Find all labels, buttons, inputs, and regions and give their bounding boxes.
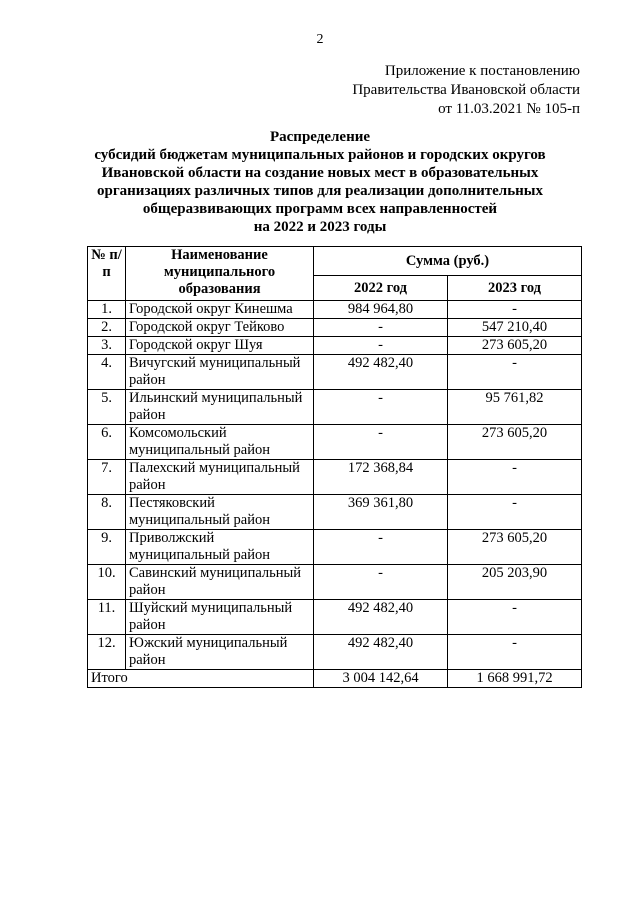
row-2023: - [448, 635, 582, 670]
header-2022: 2022 год [314, 276, 448, 301]
row-2022: 369 361,80 [314, 495, 448, 530]
row-2023: - [448, 460, 582, 495]
page-number: 2 [316, 32, 324, 47]
row-2023: 95 761,82 [448, 390, 582, 425]
row-number: 2. [88, 319, 126, 337]
row-2023: - [448, 495, 582, 530]
table-row [88, 565, 582, 600]
table-row [88, 495, 582, 530]
row-name: Палехский муниципальный район [126, 460, 314, 495]
row-name: Ильинский муниципальный район [126, 390, 314, 425]
row-number: 9. [88, 530, 126, 565]
row-number: 1. [88, 301, 126, 319]
row-2023: - [448, 600, 582, 635]
appendix-line: Приложение к постановлению [384, 63, 580, 79]
row-2023: 547 210,40 [448, 319, 582, 337]
row-name: Приволжский муниципальный район [126, 530, 314, 565]
row-2022: 492 482,40 [314, 355, 448, 390]
row-name: Шуйский муниципальный район [126, 600, 314, 635]
row-2022: 172 368,84 [314, 460, 448, 495]
table-row [88, 635, 582, 670]
row-2022: 984 964,80 [314, 301, 448, 319]
table-row [88, 530, 582, 565]
row-name: Комсомольский муниципальный район [126, 425, 314, 460]
row-number: 11. [88, 600, 126, 635]
header-sum: Сумма (руб.) [314, 247, 582, 276]
title-line: организациях различных типов для реализации дополнительных [97, 183, 543, 199]
row-name: Городской округ Шуя [126, 337, 314, 355]
title-line: Ивановской области на создание новых мест в образовательных [101, 165, 539, 181]
row-2022: - [314, 425, 448, 460]
row-2022: - [314, 319, 448, 337]
header-num: № п/п [88, 247, 126, 301]
row-name: Городской округ Кинешма [126, 301, 314, 319]
total-2023: 1 668 991,72 [448, 670, 582, 688]
table-row [88, 425, 582, 460]
row-2022: 492 482,40 [314, 600, 448, 635]
row-name: Городской округ Тейково [126, 319, 314, 337]
subsidy-table [87, 246, 582, 688]
row-2022: - [314, 530, 448, 565]
header-2023: 2023 год [448, 276, 582, 301]
table-row [88, 600, 582, 635]
document-title [60, 128, 580, 236]
row-2023: - [448, 355, 582, 390]
table-row [88, 319, 582, 337]
row-2022: - [314, 390, 448, 425]
row-name: Южский муниципальный район [126, 635, 314, 670]
row-2022: - [314, 565, 448, 600]
title-line: Распределение [269, 129, 371, 145]
row-number: 8. [88, 495, 126, 530]
row-2023: 273 605,20 [448, 530, 582, 565]
appendix-line: Правительства Ивановской области [352, 82, 580, 98]
title-line: общеразвивающих программ всех направленностей [142, 201, 498, 217]
row-number: 7. [88, 460, 126, 495]
total-label: Итого [88, 670, 314, 688]
row-number: 5. [88, 390, 126, 425]
row-number: 3. [88, 337, 126, 355]
appendix-block [352, 62, 580, 119]
row-number: 4. [88, 355, 126, 390]
row-2022: - [314, 337, 448, 355]
header-name: Наименование муниципального образования [126, 247, 314, 301]
table-header-row [88, 247, 582, 276]
table-row [88, 390, 582, 425]
row-2023: 205 203,90 [448, 565, 582, 600]
total-2022: 3 004 142,64 [314, 670, 448, 688]
row-2023: 273 605,20 [448, 425, 582, 460]
title-line: субсидий бюджетам муниципальных районов и городских округов [94, 147, 546, 163]
table-total-row [88, 670, 582, 688]
row-name: Вичугский муниципальный район [126, 355, 314, 390]
row-2022: 492 482,40 [314, 635, 448, 670]
row-name: Пестяковский муниципальный район [126, 495, 314, 530]
row-number: 10. [88, 565, 126, 600]
table-row [88, 460, 582, 495]
row-2023: - [448, 301, 582, 319]
table-row [88, 337, 582, 355]
row-number: 12. [88, 635, 126, 670]
table-row [88, 355, 582, 390]
row-name: Савинский муниципальный район [126, 565, 314, 600]
title-line: на 2022 и 2023 годы [253, 219, 387, 235]
row-2023: 273 605,20 [448, 337, 582, 355]
table-row [88, 301, 582, 319]
row-number: 6. [88, 425, 126, 460]
appendix-line: от 11.03.2021 № 105-п [438, 101, 580, 117]
